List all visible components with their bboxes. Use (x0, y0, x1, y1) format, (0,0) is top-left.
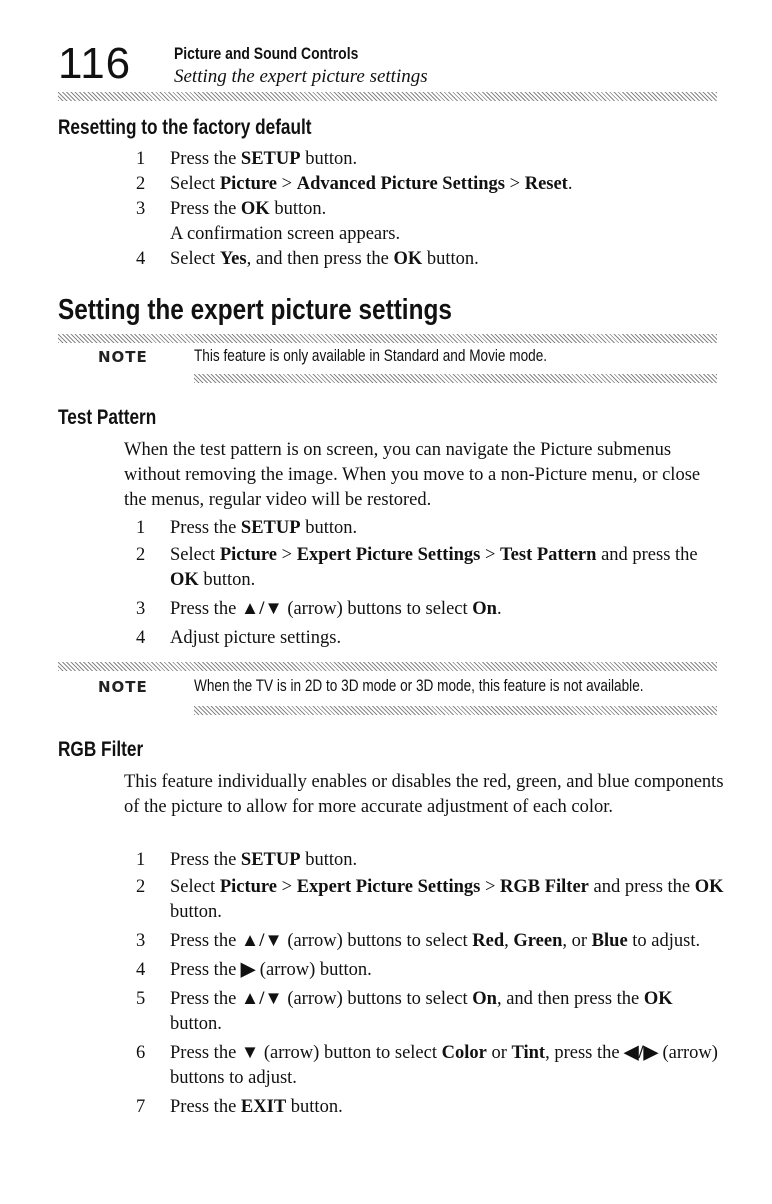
list-item: 3 Press the OK button. A confirmation screen appears. (124, 197, 724, 247)
list-item: 2 Select Picture > Expert Picture Settings > RGB Filter and press the OK button. (136, 877, 724, 922)
list-item: 4 Press the ▶ (arrow) button. (136, 960, 372, 980)
note-top-divider (58, 662, 717, 671)
test-pattern-intro: When the test pattern is on screen, you can navigate the Picture submenus without removing the image. When you move to a non-Picture menu, or close the menus, regular video will be restored. (124, 440, 701, 510)
page-header (58, 40, 718, 96)
list-item: 4 Select Yes, and then press the OK button. (136, 249, 479, 269)
note-box (98, 346, 718, 376)
list-item: 3 Press the ▲/▼ (arrow) buttons to select On. (136, 599, 502, 619)
rgb-filter-heading: RGB Filter (58, 738, 144, 761)
list-item: 3 Press the ▲/▼ (arrow) buttons to select Red, Green, or Blue to adjust. (136, 931, 701, 951)
note-divider (194, 706, 717, 715)
list-item: 1 Press the SETUP button. (136, 850, 358, 870)
left-right-arrow-icon: ◀/▶ (624, 1043, 658, 1063)
up-down-arrow-icon: ▲/▼ (240, 599, 283, 619)
list-item: 2 Select Picture > Advanced Picture Settings > Reset. (136, 174, 573, 194)
test-pattern-steps (124, 516, 724, 651)
up-down-arrow-icon: ▲/▼ (240, 931, 283, 951)
list-item: 2 Select Picture > Expert Picture Settings > Test Pattern and press the OK button. (136, 545, 698, 590)
reset-steps (124, 147, 724, 272)
chapter-title: Picture and Sound Controls (174, 44, 359, 63)
note-label: NOTE (98, 678, 148, 696)
list-item: 1 Press the SETUP button. (136, 149, 358, 169)
reset-heading: Resetting to the factory default (58, 116, 312, 139)
test-pattern-heading: Test Pattern (58, 406, 157, 429)
step-result: A confirmation screen appears. (170, 224, 401, 244)
list-item: 1 Press the SETUP button. (136, 518, 358, 538)
note-text: This feature is only available in Standard and Movie mode. (194, 346, 548, 365)
section-divider (58, 334, 717, 343)
list-item: 4 Adjust picture settings. (136, 628, 342, 648)
section-title: Setting the expert picture settings (174, 66, 428, 87)
down-arrow-icon: ▼ (240, 1043, 260, 1063)
note-text: When the TV is in 2D to 3D mode or 3D mode, this feature is not available. (194, 676, 644, 695)
header-divider (58, 92, 717, 101)
right-arrow-icon: ▶ (240, 960, 256, 980)
note-box (98, 676, 718, 706)
list-item: 5 Press the ▲/▼ (arrow) buttons to select On, and then press the OK button. (136, 989, 673, 1034)
note-divider (194, 374, 717, 383)
expert-heading: Setting the expert picture settings (58, 294, 452, 326)
rgb-filter-intro: This feature individually enables or disables the red, green, and blue components of the picture to allow for more accurate adjustment of each color. (124, 772, 724, 817)
rgb-filter-steps (124, 848, 724, 1120)
note-label: NOTE (98, 348, 148, 366)
list-item: 7 Press the EXIT button. (136, 1097, 343, 1117)
list-item: 6 Press the ▼ (arrow) button to select Color or Tint, press the ◀/▶ (arrow) buttons to adjust. (136, 1043, 718, 1088)
page-number: 116 (58, 39, 132, 88)
up-down-arrow-icon: ▲/▼ (240, 989, 283, 1009)
